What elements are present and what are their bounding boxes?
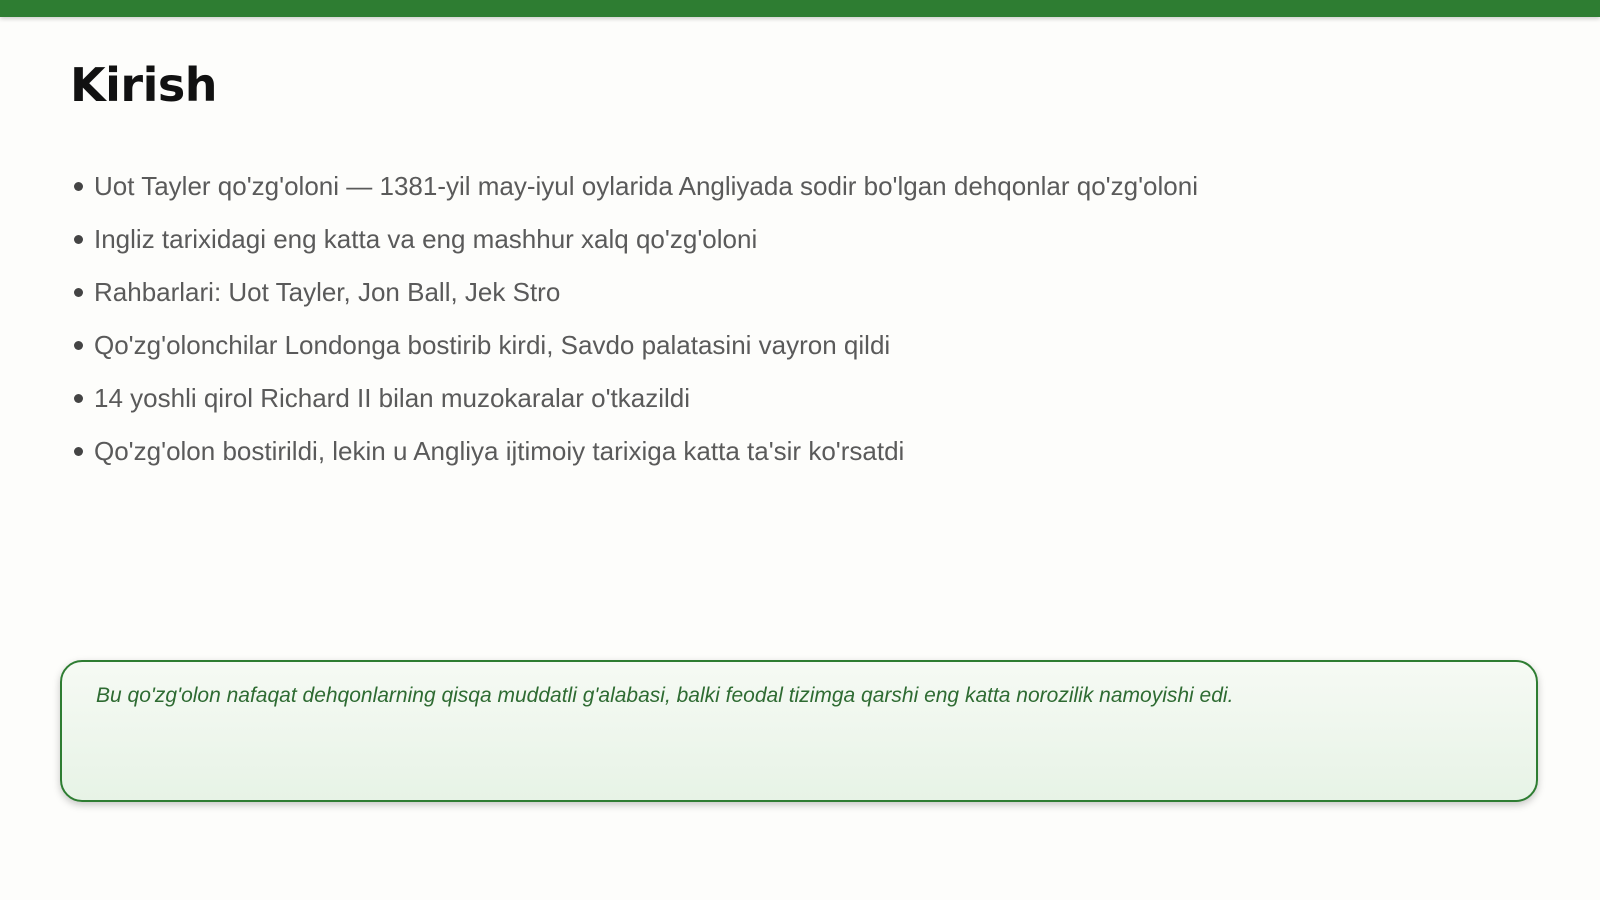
bullet-dot-icon	[74, 288, 83, 297]
bullet-dot-icon	[74, 235, 83, 244]
bullet-item	[70, 425, 1510, 478]
bullet-list	[70, 160, 1510, 478]
bullet-text: Ingliz tarixidagi eng katta va eng mashhur xalq qo'zg'oloni	[94, 224, 758, 254]
bullet-dot-icon	[74, 182, 83, 191]
bullet-item	[70, 266, 1510, 319]
bullet-item	[70, 213, 1510, 266]
bullet-text: Uot Tayler qo'zg'oloni — 1381-yil may-iyul oylarida Angliyada sodir bo'lgan dehqonlar qo'zg'oloni	[94, 171, 1198, 201]
bullet-item	[70, 372, 1510, 425]
note-box	[60, 660, 1538, 802]
slide-title: Kirish	[70, 58, 217, 112]
bullet-item	[70, 319, 1510, 372]
bullet-text: Rahbarlari: Uot Tayler, Jon Ball, Jek Stro	[94, 277, 561, 307]
bullet-dot-icon	[74, 447, 83, 456]
bullet-text: 14 yoshli qirol Richard II bilan muzokaralar o'tkazildi	[94, 383, 691, 413]
bullet-dot-icon	[74, 394, 83, 403]
bullet-item	[70, 160, 1510, 213]
top-accent-bar	[0, 0, 1600, 17]
note-text: Bu qo'zg'olon nafaqat dehqonlarning qisqa muddatli g'alabasi, balki feodal tizimga qarshi eng katta norozilik namoyishi edi.	[96, 684, 1234, 707]
bullet-text: Qo'zg'olonchilar Londonga bostirib kirdi, Savdo palatasini vayron qildi	[94, 330, 891, 360]
bullet-text: Qo'zg'olon bostirildi, lekin u Angliya ijtimoiy tarixiga katta ta'sir ko'rsatdi	[94, 436, 905, 466]
bullet-dot-icon	[74, 341, 83, 350]
